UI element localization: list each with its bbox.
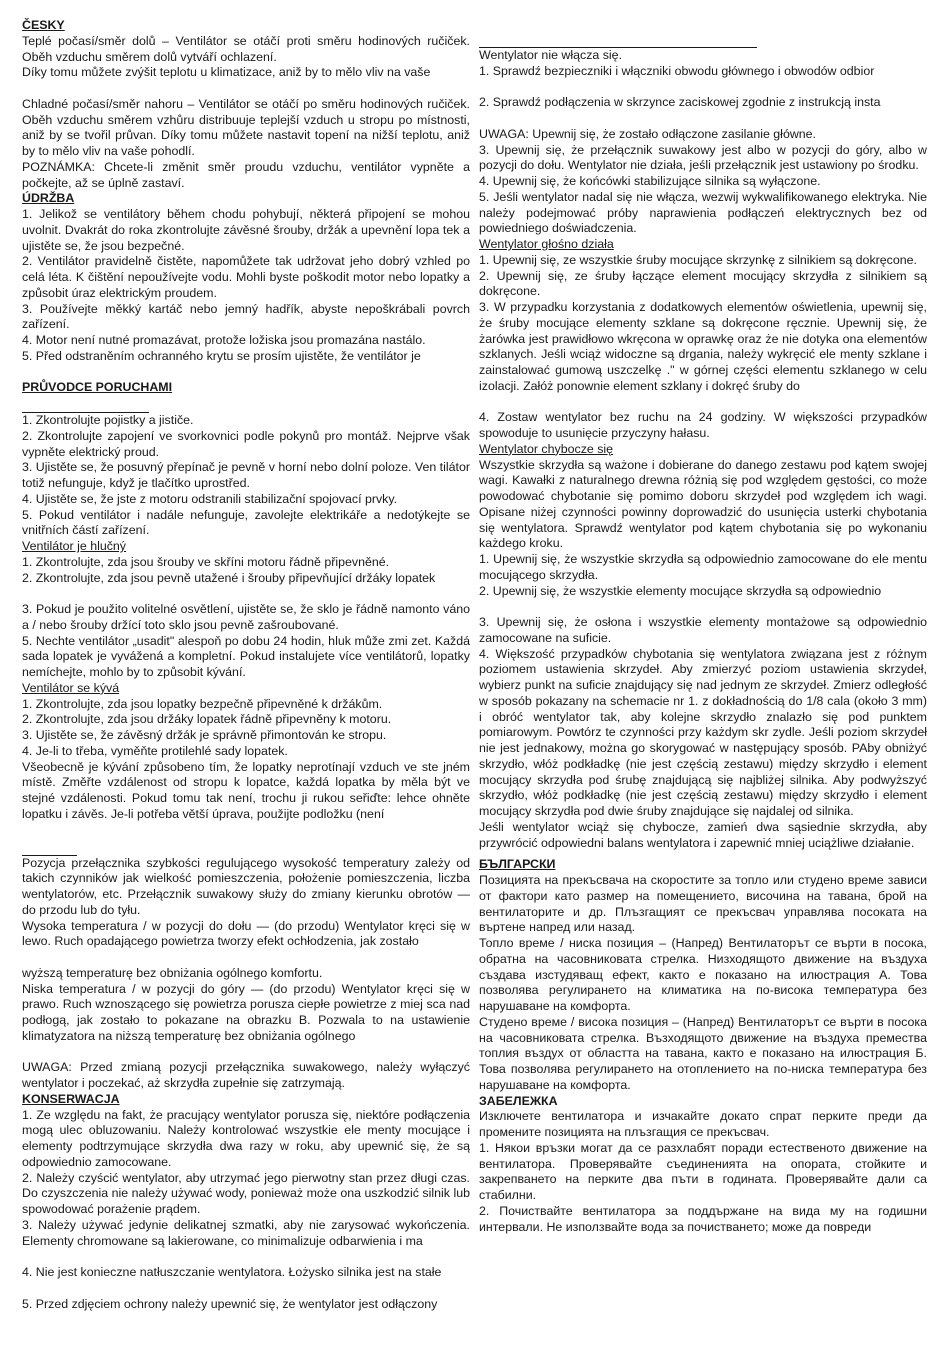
maintenance-heading: ÚDRŽBA [22,191,75,206]
list-item: 4. Motor není nutné promazávat, protože ložiska jsou promazána nastálo. [22,333,426,347]
list-item: 4. Je-li to třeba, vyměňte protilehlé sady lopatek. [22,743,288,758]
list-item: 1. Upewnij się, że wszystkie skrzydła są odpowiednio zamocowane do ele mentu mocującego skrzydła. [479,552,927,582]
list-item: 1. Zkontrolujte, zda jsou šrouby ve skříni motoru řádně připevněné. [22,554,390,569]
paragraph: Teplé počasí/směr dolů – Ventilátor se otáčí proti směru hodinových ručiček. Oběh vzduchu směrem dolů vytváří ochlazení. [22,33,470,64]
list-item: 4. Zostaw wentylator bez ruchu na 24 godziny. W większości przypadków spowoduje to usunięcie przyczyny hałasu. [479,410,927,440]
list-item: 2. Należy czyścić wentylator, aby utrzymać jego pierwotny stan przez długi czas. Do czyszczenia nie należy używać wody, ponieważ może ona uszkodzić silnik lub spowodować porażenie prądem. [22,1170,470,1216]
list-item: 3. Pokud je použito volitelné osvětlení, ujistěte se, že sklo je řádně namonto váno a / nebo šrouby držící toto sklo jsou pevně zašroubované. [22,602,470,632]
note-heading: ЗАБЕЛЕЖКА [479,1093,558,1108]
list-item: 3. Upewnij się, że przełącznik suwakowy jest albo w pozycji do góry, albo w pozycji do dołu. Wentylator nie działa, jeśli przełącznik jest ustawiony po środku. [479,142,927,173]
list-item: 1. Sprawdź bezpieczniki i włączniki obwodu głównego i obwodów odbior [479,63,875,78]
list-item: 2. Почиствайте вентилатора за поддържане на вида му на годишни интервали. Не използвайте вода за почистването; може да повреди [479,1203,927,1234]
paragraph: Chladné počasí/směr nahoru – Ventilátor se otáčí po směru hodinových ručiček. Oběh vzduchu směrem vzhůru distribuuje teplejší vzduch u stropu po místnosti, aniž by se tvořil průvan. Díky tomu můžete nastavit topení na nižší teplotu, aniž by to mělo vliv na vaše pohodlí. [22,96,470,158]
paragraph: Топло време / ниска позиция – (Напред) Вентилаторът се върти в посока, обратна на часовниковата стрелка. Низходящото движение на въздуха създава изстудяващ ефект, както е показано на илюстрация А. Това позволява регулирането на климатика на по-висока температура без нарушаване на комфорта. [479,936,927,1013]
paragraph: Wszystkie skrzydła są ważone i dobierane do danego zestawu pod kątem swojej wagi. Kawałki z naturalnego drewna różnią się pod względem gęstości, co może powodować chybotanie się pomimo doboru skrzydeł pod względem ich wagi. Opisane niżej czynności powinny doprowadzić do usunięcia usterki chybotania się wentylatora. Sprawdź wentylator pod kątem chybotania się po wykonaniu każdego kroku. [479,457,927,551]
list-item: 4. Ujistěte se, že jste z motoru odstranili stabilizační spojovací prvky. [22,491,398,506]
paragraph: Díky tomu můžete zvýšit teplotu u klimatizace, aniž by to mělo vliv na vaše [22,65,431,80]
right-column [479,38,927,1235]
paragraph: Студено време / висока позиция – (Напред) Вентилаторът се върти в посока на часовниковата стрелка. Възходящото движение на въздуха премества топлия въздух от областта на тавана, както е показано на илюстрация Б. Това позволява регулирането на отоплението на по-ниска температура без нарушаване на комфорта. [479,1014,927,1092]
paragraph: Jeśli wentylator wciąż się chybocze, zamień dwa sąsiednie skrzydła, aby przywrócić odpowiedni balans wentylatora i zapewnić mniej uciążliwe działanie. [479,819,927,850]
list-item: 3. Ujistěte se, že posuvný přepínač je pevně v horní nebo dolní poloze. Ven tilátor totiž nefunguje, když je tlačítko uprostřed. [22,460,470,490]
list-item: 1. Upewnij się, ze wszystkie śruby mocujące skrzynkę z silnikiem są dokręcone. [479,252,917,267]
list-item: 1. Zkontrolujte pojistky a jističe. [22,413,194,427]
list-item: 3. W przypadku korzystania z dodatkowych elementów oświetlenia, upewnij się, że śruby mocujące elementy szklane są dokręcone ręcznie. Upewnij się, że żarówka jest prawidłowo wkręcona w oprawkę oraz że nie dotyka ona elementów szklanych. Jeśli wciąż widoczne są drgania, należy wykręcić ele menty szklane i zainstalować gumową uszczelkę ." w górnej części elementu szklanego w celu izolacji. Załóż ponownie element szklany i dokręć śruby do [479,300,927,393]
list-item: 3. Používejte měkký kartáč nebo jemný hadřík, abyste nepoškrábali povrch zařízení. [22,301,470,332]
paragraph: Pozycja przełącznika szybkości regulującego wysokość temperatury zależy od takich czynników jak wielkość pomieszczenia, położenie pomieszczenia, liczba wentylatorów, etc. Przełącznik suwakowy służy do zmiany kierunku obrotów — do przodu lub do tyłu. [22,855,470,917]
list-item: 2. Upewnij się, że wszystkie elementy mocujące skrzydła są odpowiednio [479,583,882,598]
paragraph: Wentylator nie włącza się. [479,48,623,62]
paragraph: Niska temperatura / w pozycji do góry — (do przodu) Wentylator kręci się w prawo. Ruch wznoszącego się powietrza porusza ciepłe powietrze z miej sca nad podłogą, jak zostało to pokazane na obrazku B. Pozwala to na ustawienie klimatyzatora na niższą temperaturę bez obniżania ogólnego [22,981,470,1043]
wobble-subheading: Ventilátor se kývá [22,680,120,695]
paragraph: UWAGA: Upewnij się, że zostało odłączone zasilanie główne. [479,126,817,141]
paragraph: wyższą temperaturę bez obniżania ogólnego komfortu. [22,965,323,980]
list-item: 3. Upewnij się, że osłona i wszystkie elementy montażowe są odpowiednio zamocowane na suficie. [479,615,927,645]
paragraph: Позицията на прекъсвача на скоростите за топло или студено време зависи от фактори като размер на помещението, височина на тавана, брой на вентилаторите и др. Плъзгащият се прекъсвач управлява посоката на въртене напред или назад. [479,873,927,935]
list-item: 1. Jelikož se ventilátory během chodu pohybují, některá připojení se mohou uvolnit. Dvakrát do roka zkontrolujte závěsné šrouby, držák a upevnění lopa tek a ujistěte se, že jsou bezpečné. [22,207,470,253]
paragraph: Všeobecně je kývání způsobeno tím, že lopatky neprotínají vzduch ve ste jném místě. Změřte vzdálenost od stropu k lopatce, každá lopatka by měla být ve stejné vzdálenosti. Pokud tomu tak není, trochu ji rukou seřiďte: lehce ohněte lopatku i závěs. Je-li potřeba větší úprava, použijte podložku (není [22,759,470,821]
paragraph: Изключете вентилатора и изчакайте докато спрат перките преди да промените позицията на плъзгащия се прекъсвач. [479,1109,927,1139]
list-item: 2. Sprawdź podłączenia w skrzynce zaciskowej zgodnie z instrukcją insta [479,95,881,110]
list-item: 4. Upewnij się, że końcówki stabilizujące silnika są wyłączone. [479,174,821,188]
conservation-heading: KONSERWACJA [22,1091,120,1106]
list-item: 2. Upewnij się, ze śruby łączące element mocujący skrzydła z silnikiem są dokręcone. [479,268,927,299]
left-column [22,18,470,1312]
wobble-subheading: Wentylator chybocze się [479,441,614,456]
list-item: 1. Някои връзки могат да се разхлабят поради естественото движение на вентилатора. Проверявайте съединенията на опората, стойките и закрепването на перките два пъти в годината. Проверявайте дали са стабилни. [479,1140,927,1202]
paragraph: Wysoka temperatura / w pozycji do dołu — (do przodu) Wentylator kręci się w lewo. Ruch opadającego powietrza tworzy efekt ochłodzenia, jak zostało [22,918,470,949]
noisy-subheading: Ventilátor je hlučný [22,539,127,553]
list-item: 3. Należy używać jedynie delikatnej szmatki, aby nie zarysować wykończenia. Elementy chromowane są lakierowane, co minimalizuje odbarwienia i ma [22,1217,470,1248]
list-item: 1. Ze względu na fakt, że pracujący wentylator porusza się, niektóre podłączenia mogą ulec obluzowaniu. Należy kontrolować wszystkie ele menty mocujące i elementy podtrzymujące skrzydła dwa razy w roku, aby upewnić się, że są odpowiednio zamocowane. [22,1107,470,1169]
list-item: 1. Zkontrolujte, zda jsou lopatky bezpečně připevněné k držákům. [22,696,383,711]
list-item: 5. Jeśli wentylator nadal się nie włącza, wezwij wykwalifikowanego elektryka. Nie należy podejmować próby naprawienia podłączeń elektrycznych bez od powiedniego doświadczenia. [479,189,927,236]
list-item: 5. Pokud ventilátor i nadále nefunguje, zavolejte elektrikáře a nedotýkejte se vnitřních částí zařízení. [22,507,470,538]
list-item: 2. Zkontrolujte, zda jsou držáky lopatek řádně připevněny k motoru. [22,712,392,727]
loud-subheading: Wentylator głośno działa [479,237,614,251]
list-item: 4. Nie jest konieczne natłuszczanie wentylatora. Łożysko silnika jest na stałe [22,1265,442,1279]
list-item: 2. Zkontrolujte, zda jsou pevně utažené i šrouby připevňující držáky lopatek [22,570,436,585]
list-item: 4. Większość przypadków chybotania się wentylatora związana jest z różnym poziomem ustawienia skrzydeł. Aby zmierzyć poziom ustawienia skrzydeł, wybierz punkt na suficie znajdujący się nad jednym ze skrzydeł. Zmierz odległość w sposób pokazany na schemacie nr 1. z dokładnością do 1/8 cala (około 3 mm) i obróć wentylator tak, aby kolejne skrzydło znalazło się pod punktem pomiarowym. Powtórz te czynności przy każdym skr zydle. Jeśli poziom skrzydeł nie jest jednakowy, można go skorygować w następujący sposób. PAby obniżyć skrzydło, włóż podkładkę (nie jest częścią zestawu) między skrzydło i element mocujący skrzydła pod śrubę znajdującą się najbliżej silnika. Aby podwyższyć skrzydło, włóż podkładkę (nie jest częścią zestawu) między skrzydło i element mocujący skrzydła pod dwie śruby znajdujące się najdalej od silnika. [479,646,927,818]
paragraph: POZNÁMKA: Chcete-li změnit směr proudu vzduchu, ventilátor vypněte a počkejte, až se úplně zastaví. [22,159,470,190]
list-item: 5. Před odstraněním ochranného krytu se prosím ujistěte, že ventilátor je [22,348,421,363]
bulgarian-heading: БЪЛГАРСКИ [479,857,556,872]
czech-heading: ČESKY [22,18,65,32]
list-item: 2. Zkontrolujte zapojení ve svorkovnici podle pokynů pro montáž. Nejprve však vypněte elektrický proud. [22,428,470,459]
list-item: 3. Ujistěte se, že závěsný držák je správně přimontován ke stropu. [22,728,387,742]
list-item: 2. Ventilátor pravidelně čistěte, napomůžete tak udržovat jeho dobrý vzhled po celá léta. K čištění nepoužívejte vodu. Mohli byste poškodit motor nebo lopatky a způsobit úraz elektrickým proudem. [22,254,470,300]
list-item: 5. Nechte ventilátor „usadit" alespoň po dobu 24 hodin, hluk může zmi zet. Každá sada lopatek je vyvážená a kompletní. Pokud instalujete více ventilátorů, lopatky nemíchejte, mohlo by to způsobit kývání. [22,633,470,679]
paragraph: UWAGA: Przed zmianą pozycji przełącznika suwakowego, należy wyłączyć wentylator i poczekać, aż skrzydła zupełnie się zatrzymają. [22,1060,470,1090]
troubleshooting-heading: PRŮVODCE PORUCHAMI [22,380,173,395]
list-item: 5. Przed zdjęciem ochrony należy upewnić się, że wentylator jest odłączony [22,1296,438,1311]
